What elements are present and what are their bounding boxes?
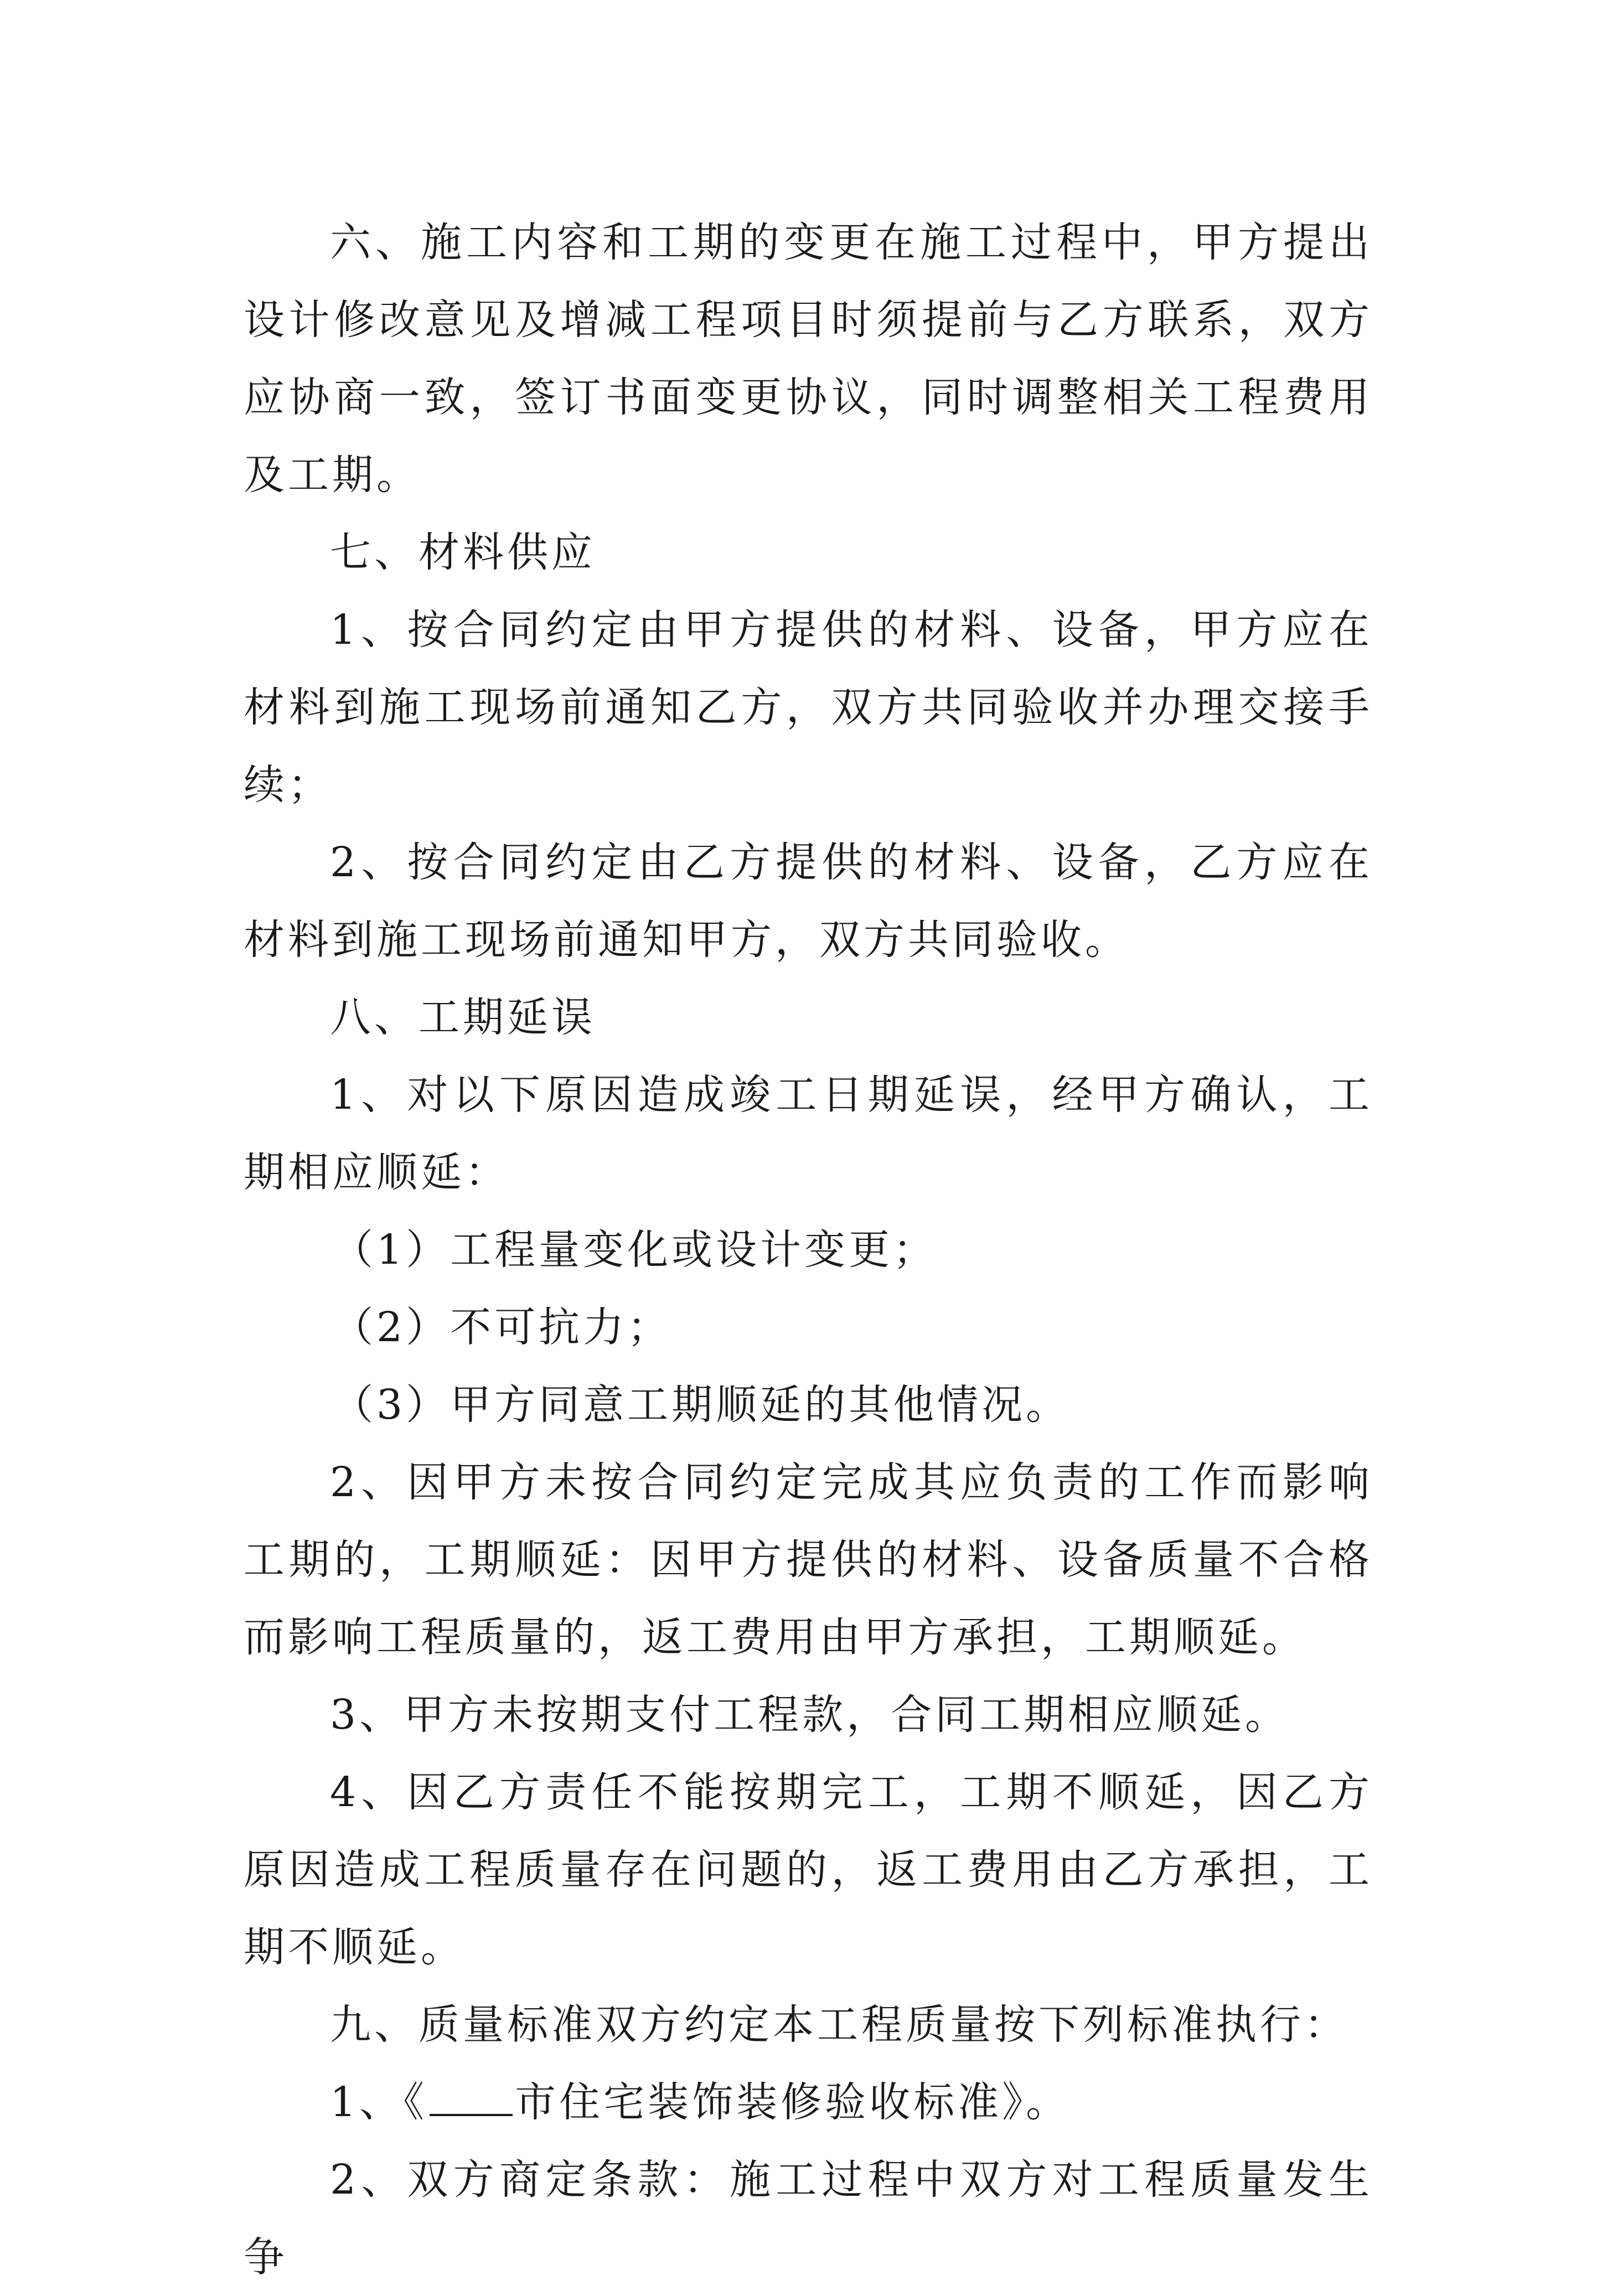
paragraph-9-1-prefix: 1、《: [330, 2078, 428, 2126]
paragraph-section-6: 六、施工内容和工期的变更在施工过程中，甲方提出设计修改意见及增减工程项目时须提前与乙方联系，双方应协商一致，签订书面变更协议，同时调整相关工程费用及工期。: [244, 219, 1373, 499]
paragraph-8-4: 4、因乙方责任不能按期完工，工期不顺延，因乙方原因造成工程质量存在问题的，返工费用由乙方承担，工期不顺延。: [244, 1768, 1373, 1971]
paragraph-8-2: 2、因甲方未按合同约定完成其应负责的工作而影响工期的，工期顺延：因甲方提供的材料、设备质量不合格而影响工程质量的，返工费用由甲方承担，工期顺延。: [244, 1459, 1373, 1661]
heading-section-7: 七、材料供应: [330, 529, 596, 576]
fill-in-blank: [430, 2081, 513, 2116]
paragraph-8-3: 3、甲方未按期支付工程款，合同工期相应顺延。: [330, 1691, 1290, 1739]
list-item-8-1-2: （2）不可抗力；: [332, 1304, 672, 1351]
list-item-8-1-1: （1）工程量变化或设计变更；: [332, 1226, 938, 1274]
heading-section-8: 八、工期延误: [330, 994, 596, 1041]
paragraph-8-1: 1、对以下原因造成竣工日期延误，经甲方确认，工期相应顺延：: [244, 1071, 1373, 1196]
paragraph-7-1: 1、按合同约定由甲方提供的材料、设备，甲方应在材料到施工现场前通知乙方，双方共同验收并办理交接手续；: [244, 606, 1373, 809]
paragraph-9-1-suffix: 市住宅装饰装修验收标准》。: [515, 2078, 1071, 2126]
paragraph-7-2: 2、按合同约定由乙方提供的材料、设备，乙方应在材料到施工现场前通知甲方，双方共同验收。: [244, 839, 1373, 964]
paragraph-9-1: [244, 2064, 1373, 2141]
heading-section-9: 九、质量标准双方约定本工程质量按下列标准执行：: [330, 2001, 1348, 2049]
list-item-8-1-3: （3）甲方同意工期顺延的其他情况。: [332, 1381, 1071, 1429]
paragraph-9-2: 2、双方商定条款：施工过程中双方对工程质量发生争: [244, 2156, 1373, 2281]
document-body: [244, 204, 1373, 2296]
